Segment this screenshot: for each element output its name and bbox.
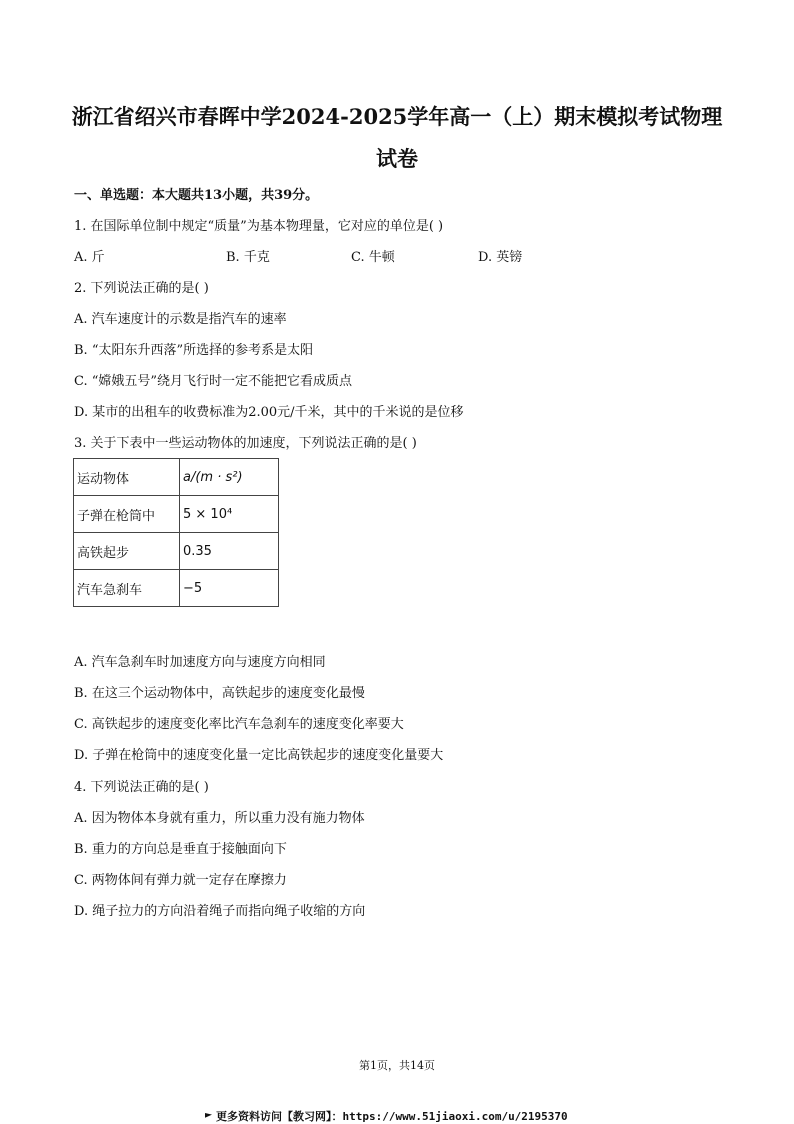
question-2-option-c: C. “嫦娥五号”绕月飞行时一定不能把它看成质点 — [74, 374, 353, 389]
question-1-stem: 1. 在国际单位制中规定“质量”为基本物理量，它对应的单位是( ) — [74, 219, 444, 234]
page-number: 第1页，共14页 — [359, 1059, 435, 1072]
table-cell: −5 — [180, 570, 279, 607]
resource-banner-text[interactable]: 更多资料访问【教习网】：https://www.51jiaoxi.com/u/2195370 — [216, 1110, 568, 1123]
flag-icon — [205, 1113, 212, 1121]
document-title-line2: 试卷 — [376, 146, 418, 171]
question-4-option-a: A. 因为物体本身就有重力，所以重力没有施力物体 — [74, 811, 365, 826]
question-3-option-b: B. 在这三个运动物体中，高铁起步的速度变化最慢 — [74, 686, 365, 701]
question-3-stem: 3. 关于下表中一些运动物体的加速度，下列说法正确的是( ) — [74, 436, 417, 451]
question-2-option-b: B. “太阳东升西落”所选择的参考系是太阳 — [74, 343, 314, 358]
question-3-option-a: A. 汽车急刹车时加速度方向与速度方向相同 — [74, 655, 326, 670]
acceleration-table — [73, 458, 279, 607]
table-cell: 汽车急刹车 — [74, 570, 180, 607]
question-1-option-a: A. 斤 — [74, 250, 105, 265]
table-cell: 5 × 10⁴ — [180, 496, 279, 533]
table-row — [74, 570, 279, 607]
question-4-option-d: D. 绳子拉力的方向沿着绳子而指向绳子收缩的方向 — [74, 904, 366, 919]
table-row — [74, 533, 279, 570]
question-2-option-a: A. 汽车速度计的示数是指汽车的速率 — [74, 312, 287, 327]
table-cell: 子弹在枪筒中 — [74, 496, 180, 533]
section-heading: 一、单选题：本大题共13小题，共39分。 — [74, 188, 319, 203]
table-row — [74, 496, 279, 533]
question-2-option-d: D. 某市的出租车的收费标准为2.00元/千米，其中的千米说的是位移 — [74, 405, 464, 420]
question-1-option-d: D. 英镑 — [478, 250, 523, 265]
question-4-option-c: C. 两物体间有弹力就一定存在摩擦力 — [74, 873, 287, 888]
question-3-option-c: C. 高铁起步的速度变化率比汽车急刹车的速度变化率要大 — [74, 717, 404, 732]
table-cell: 0.35 — [180, 533, 279, 570]
resource-banner-link[interactable] — [205, 1108, 568, 1124]
question-1-option-b: B. 千克 — [226, 250, 270, 265]
question-4-stem: 4. 下列说法正确的是( ) — [74, 780, 209, 795]
question-1-option-c: C. 牛顿 — [351, 250, 395, 265]
question-2-stem: 2. 下列说法正确的是( ) — [74, 281, 209, 296]
document-title-line1: 浙江省绍兴市春晖中学2024-2025学年高一（上）期末模拟考试物理 — [71, 104, 723, 129]
table-header-cell: a/(m · s²) — [180, 459, 279, 496]
question-4-option-b: B. 重力的方向总是垂直于接触面向下 — [74, 842, 287, 857]
table-cell: 高铁起步 — [74, 533, 180, 570]
question-3-option-d: D. 子弹在枪筒中的速度变化量一定比高铁起步的速度变化量要大 — [74, 748, 444, 763]
table-header-cell: 运动物体 — [74, 459, 180, 496]
table-header-row — [74, 459, 279, 496]
